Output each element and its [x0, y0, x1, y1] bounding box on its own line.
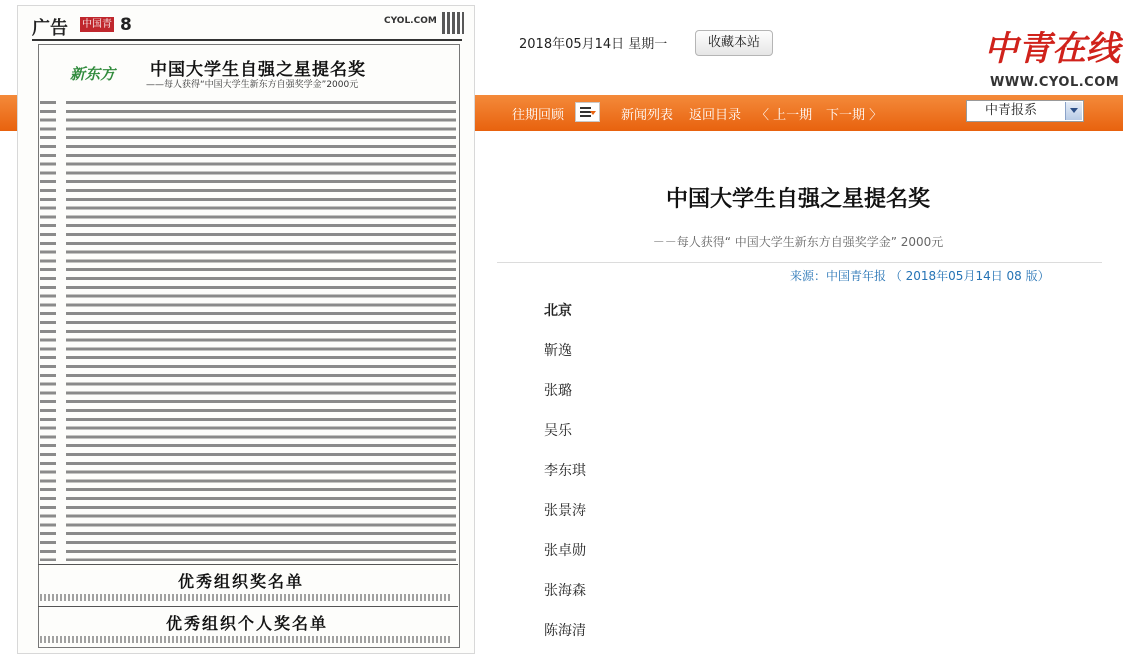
name-list: [544, 295, 586, 655]
paper-section-individual-award: 优秀组织个人奖名单: [166, 614, 329, 633]
paper-divider: [38, 606, 458, 607]
list-item: 吴乐: [544, 423, 572, 439]
paper-header-label: 广告: [32, 18, 68, 39]
date-display: 2018年05月14日 星期一: [519, 37, 668, 52]
paper-subtitle: ——每人获得“中国大学生新东方自强奖学金”2000元: [146, 80, 359, 90]
paper-masthead-tag: 中国青: [82, 19, 112, 30]
paper-individual-list: [40, 636, 450, 643]
article-divider: [497, 262, 1102, 263]
list-item: 靳逸: [544, 343, 572, 359]
article-subtitle: －－每人获得“ 中国大学生新东方自强奖学金” 2000元: [652, 235, 944, 249]
article-source: 来源：中国青年报 （ 2018年05月14日 08 版）: [790, 269, 1050, 283]
list-item: 陈海清: [544, 623, 586, 639]
article-title: 中国大学生自强之星提名奖: [665, 187, 930, 212]
paper-section-org-award: 优秀组织奖名单: [178, 572, 305, 591]
paper-page-number: 8: [120, 15, 132, 35]
issue-picker-icon[interactable]: [575, 102, 600, 122]
logo-text: 中青在线: [984, 29, 1120, 69]
list-item: 张海森: [544, 583, 586, 599]
paper-title: 中国大学生自强之星提名奖: [150, 60, 366, 80]
nav-previous-issue[interactable]: 〈 上一期: [756, 108, 813, 123]
paper-url: CYOL.COM: [384, 16, 437, 26]
paper-org-list: [40, 594, 450, 601]
paper-rule: [32, 39, 462, 41]
nav-past-issues[interactable]: 往期回顾: [512, 108, 565, 123]
nav-news-list[interactable]: 新闻列表: [621, 108, 674, 123]
logo-url: WWW.CYOL.COM: [990, 75, 1120, 90]
nav-next-issue[interactable]: 下一期 〉: [826, 108, 883, 123]
paper-divider: [38, 564, 458, 565]
nav-back-to-contents[interactable]: 返回目录: [689, 108, 742, 123]
qr-code-icon: [442, 12, 464, 34]
paper-brand-logo: 新东方: [70, 65, 116, 83]
list-item: 张卓勋: [544, 543, 586, 559]
list-item: 张璐: [544, 383, 572, 399]
bookmark-site-button[interactable]: 收藏本站: [695, 30, 773, 56]
list-item: 张景涛: [544, 503, 586, 519]
newspaper-page-image[interactable]: [17, 5, 475, 654]
region-heading: 北京: [544, 303, 572, 319]
paper-name-grid: [40, 99, 460, 561]
newspaper-select-value: 中青报系: [985, 103, 1038, 118]
chevron-down-icon[interactable]: [1065, 102, 1082, 120]
list-item: 李东琪: [544, 463, 586, 479]
newspaper-select[interactable]: [966, 100, 1084, 122]
